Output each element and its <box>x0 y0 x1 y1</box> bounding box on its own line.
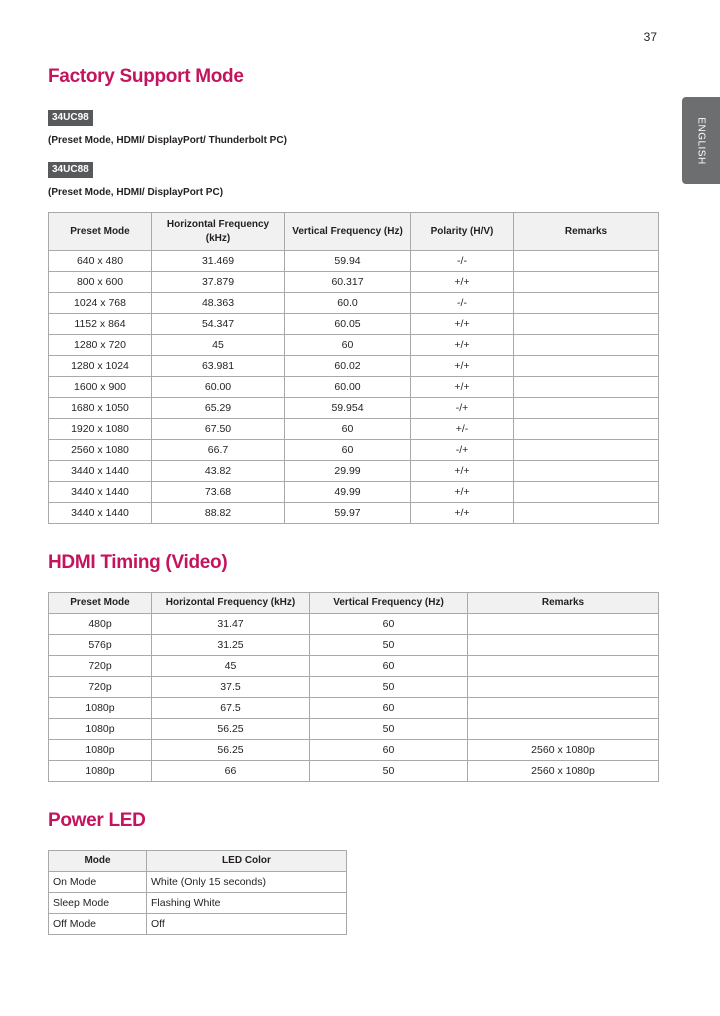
table-row <box>49 677 659 698</box>
table-cell: Off Mode <box>49 914 147 935</box>
table-cell <box>514 377 659 398</box>
table-cell <box>514 440 659 461</box>
page-number: 37 <box>643 30 657 44</box>
table-cell: 1080p <box>49 698 152 719</box>
model-badge-34uc88: 34UC88 <box>48 162 93 178</box>
table-row <box>49 740 659 761</box>
model-badge-34uc98: 34UC98 <box>48 110 93 126</box>
table-cell: 60 <box>310 698 468 719</box>
table-cell: -/- <box>411 251 514 272</box>
table-cell <box>514 461 659 482</box>
table-cell: 31.25 <box>152 635 310 656</box>
table-cell: 66.7 <box>152 440 285 461</box>
table-cell <box>468 635 659 656</box>
table-cell <box>514 482 659 503</box>
table-cell: 1280 x 720 <box>49 335 152 356</box>
table-cell <box>514 503 659 524</box>
table-cell <box>514 419 659 440</box>
table-cell: 37.5 <box>152 677 310 698</box>
table-cell: 59.94 <box>285 251 411 272</box>
table-row <box>49 335 659 356</box>
table-cell: 720p <box>49 656 152 677</box>
table-cell: 63.981 <box>152 356 285 377</box>
table-row <box>49 635 659 656</box>
table-cell: 60.0 <box>285 293 411 314</box>
table-cell <box>514 293 659 314</box>
table-cell: +/- <box>411 419 514 440</box>
table-cell: 67.50 <box>152 419 285 440</box>
table-row <box>49 761 659 782</box>
table-cell: +/+ <box>411 377 514 398</box>
table-cell: 43.82 <box>152 461 285 482</box>
table-cell: 800 x 600 <box>49 272 152 293</box>
table-cell: 48.363 <box>152 293 285 314</box>
table-cell: 2560 x 1080p <box>468 740 659 761</box>
table-cell: 66 <box>152 761 310 782</box>
table-cell: 3440 x 1440 <box>49 482 152 503</box>
table-cell <box>514 398 659 419</box>
power-led-heading: Power LED <box>48 810 146 831</box>
table-row <box>49 440 659 461</box>
model-note-34uc98: (Preset Mode, HDMI/ DisplayPort/ Thunderbolt PC) <box>48 135 287 146</box>
power-led-table <box>48 850 347 935</box>
factory-support-heading: Factory Support Mode <box>48 66 244 87</box>
table-row <box>49 893 347 914</box>
table-cell: -/+ <box>411 398 514 419</box>
table-cell: 59.97 <box>285 503 411 524</box>
table-cell: On Mode <box>49 872 147 893</box>
column-header: Remarks <box>468 593 659 614</box>
table-cell: 720p <box>49 677 152 698</box>
table-cell <box>514 335 659 356</box>
table-cell: 60 <box>310 740 468 761</box>
table-cell: 60 <box>285 419 411 440</box>
table-cell: 49.99 <box>285 482 411 503</box>
table-cell: 56.25 <box>152 740 310 761</box>
table-row <box>49 614 659 635</box>
table-cell <box>514 314 659 335</box>
table-cell: White (Only 15 seconds) <box>147 872 347 893</box>
table-row <box>49 461 659 482</box>
table-cell: 73.68 <box>152 482 285 503</box>
table-row <box>49 272 659 293</box>
table-cell: 60 <box>285 335 411 356</box>
table-cell: 1152 x 864 <box>49 314 152 335</box>
column-header: Horizontal Frequency (kHz) <box>152 213 285 251</box>
column-header: Mode <box>49 851 147 872</box>
table-cell: 1080p <box>49 719 152 740</box>
language-tab <box>682 97 720 184</box>
table-cell: 54.347 <box>152 314 285 335</box>
table-row <box>49 356 659 377</box>
table-cell: 56.25 <box>152 719 310 740</box>
table-cell: Flashing White <box>147 893 347 914</box>
table-cell <box>468 677 659 698</box>
table-row <box>49 251 659 272</box>
table-row <box>49 656 659 677</box>
table-cell: 45 <box>152 656 310 677</box>
table-cell: -/- <box>411 293 514 314</box>
table-cell: 31.47 <box>152 614 310 635</box>
table-cell: 60 <box>310 656 468 677</box>
table-row <box>49 914 347 935</box>
table-cell: 1680 x 1050 <box>49 398 152 419</box>
table-cell <box>468 614 659 635</box>
column-header: LED Color <box>147 851 347 872</box>
table-cell: 640 x 480 <box>49 251 152 272</box>
column-header: Vertical Frequency (Hz) <box>310 593 468 614</box>
column-header: Vertical Frequency (Hz) <box>285 213 411 251</box>
table-row <box>49 503 659 524</box>
factory-support-table <box>48 212 659 524</box>
table-cell: 50 <box>310 635 468 656</box>
table-header-row <box>49 851 347 872</box>
table-cell: 50 <box>310 719 468 740</box>
table-row <box>49 293 659 314</box>
table-cell: 1080p <box>49 761 152 782</box>
hdmi-timing-table <box>48 592 659 782</box>
table-cell: 1024 x 768 <box>49 293 152 314</box>
table-header-row <box>49 593 659 614</box>
table-cell: 1080p <box>49 740 152 761</box>
column-header: Preset Mode <box>49 593 152 614</box>
table-row <box>49 398 659 419</box>
table-cell: 3440 x 1440 <box>49 461 152 482</box>
table-cell: 1600 x 900 <box>49 377 152 398</box>
table-cell: 37.879 <box>152 272 285 293</box>
table-cell: 88.82 <box>152 503 285 524</box>
table-cell: 60.00 <box>285 377 411 398</box>
table-cell: 2560 x 1080p <box>468 761 659 782</box>
table-cell: 576p <box>49 635 152 656</box>
table-cell: Off <box>147 914 347 935</box>
table-cell: 60.02 <box>285 356 411 377</box>
table-cell: +/+ <box>411 461 514 482</box>
table-row <box>49 719 659 740</box>
table-cell: 60.00 <box>152 377 285 398</box>
table-cell: 59.954 <box>285 398 411 419</box>
table-cell: Sleep Mode <box>49 893 147 914</box>
table-cell: +/+ <box>411 314 514 335</box>
table-cell: 60.317 <box>285 272 411 293</box>
column-header: Polarity (H/V) <box>411 213 514 251</box>
table-cell: 50 <box>310 761 468 782</box>
table-cell: 31.469 <box>152 251 285 272</box>
table-cell <box>514 356 659 377</box>
table-cell <box>468 656 659 677</box>
table-cell: +/+ <box>411 482 514 503</box>
table-cell: 60.05 <box>285 314 411 335</box>
table-cell <box>468 698 659 719</box>
table-row <box>49 419 659 440</box>
table-cell: 3440 x 1440 <box>49 503 152 524</box>
model-note-34uc88: (Preset Mode, HDMI/ DisplayPort PC) <box>48 187 224 198</box>
table-cell: 65.29 <box>152 398 285 419</box>
table-cell: 1920 x 1080 <box>49 419 152 440</box>
table-cell: 60 <box>310 614 468 635</box>
column-header: Remarks <box>514 213 659 251</box>
table-cell <box>514 272 659 293</box>
table-row <box>49 314 659 335</box>
table-row <box>49 698 659 719</box>
column-header: Preset Mode <box>49 213 152 251</box>
table-cell: +/+ <box>411 272 514 293</box>
table-cell: 45 <box>152 335 285 356</box>
table-cell: +/+ <box>411 356 514 377</box>
table-cell: 1280 x 1024 <box>49 356 152 377</box>
table-cell: -/+ <box>411 440 514 461</box>
table-header-row <box>49 213 659 251</box>
table-cell: +/+ <box>411 335 514 356</box>
table-row <box>49 872 347 893</box>
table-cell: 29.99 <box>285 461 411 482</box>
language-tab-label: ENGLISH <box>695 116 707 165</box>
table-cell: +/+ <box>411 503 514 524</box>
hdmi-timing-heading: HDMI Timing (Video) <box>48 552 228 573</box>
table-cell: 2560 x 1080 <box>49 440 152 461</box>
table-row <box>49 377 659 398</box>
table-cell <box>514 251 659 272</box>
table-cell: 50 <box>310 677 468 698</box>
column-header: Horizontal Frequency (kHz) <box>152 593 310 614</box>
table-row <box>49 482 659 503</box>
table-cell <box>468 719 659 740</box>
table-cell: 67.5 <box>152 698 310 719</box>
table-cell: 60 <box>285 440 411 461</box>
table-cell: 480p <box>49 614 152 635</box>
